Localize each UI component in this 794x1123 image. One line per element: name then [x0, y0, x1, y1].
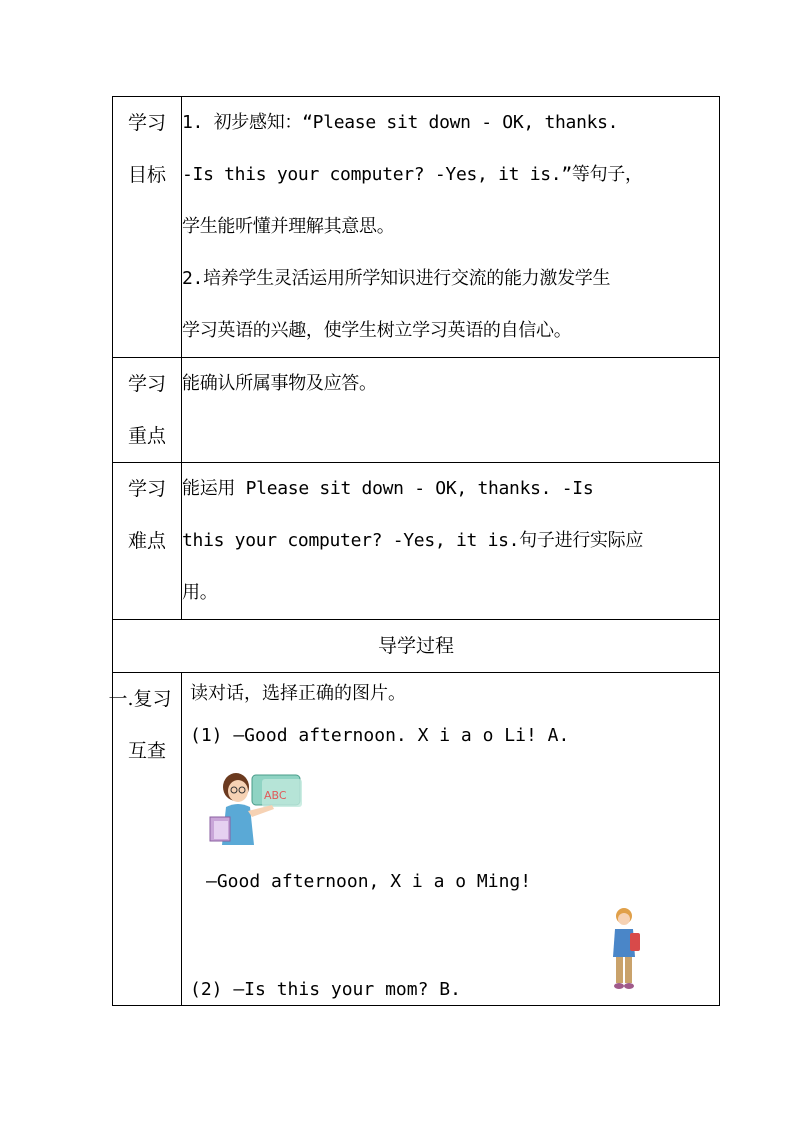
lesson-plan-table	[108, 96, 720, 1006]
difficulties-line-1: 能运用 Please sit down - OK, thanks. -Is	[182, 478, 594, 499]
difficulties-label-line2: 难点	[127, 530, 166, 552]
review-label-line2: 互查	[127, 740, 166, 762]
board-letters: ABC	[264, 789, 287, 802]
difficulties-label-line1: 学习	[127, 478, 166, 500]
goals-label-line1: 学习	[127, 112, 166, 134]
goals-label-line2: 目标	[127, 164, 166, 186]
goals-label	[113, 97, 182, 358]
process-title-row	[113, 620, 720, 673]
key-points-label-line2: 重点	[127, 425, 166, 447]
key-points-content	[182, 358, 720, 463]
goals-line-2: -Is this your computer? -Yes, it is.”等句子，	[182, 164, 643, 185]
review-instruction: 读对话，选择正确的图片。	[190, 683, 406, 704]
difficulties-content	[182, 463, 720, 620]
boy-illustration	[608, 907, 644, 991]
goals-line-1: 1. 初步感知：“Please sit down - OK, thanks.	[182, 112, 619, 133]
goals-row	[113, 97, 720, 358]
review-label	[108, 673, 182, 1006]
review-row	[113, 673, 720, 1006]
difficulties-line-2: this your computer? -Yes, it is.句子进行实际应	[182, 530, 644, 551]
goals-line-5: 学习英语的兴趣，使学生树立学习英语的自信心。	[182, 320, 572, 341]
review-label-line1: 一.复习	[108, 688, 172, 710]
q1-line-1: (1) —Good afternoon. X i a o Li! A.	[190, 725, 570, 746]
key-points-label-line1: 学习	[127, 373, 166, 395]
difficulties-row	[113, 463, 720, 620]
review-content	[182, 673, 720, 1006]
q1-line-2: —Good afternoon, X i a o Ming!	[206, 871, 532, 892]
key-points-line-1: 能确认所属事物及应答。	[182, 373, 377, 394]
teacher-illustration	[202, 767, 306, 847]
goals-line-4: 2.培养学生灵活运用所学知识进行交流的能力激发学生	[182, 268, 611, 289]
goals-line-3: 学生能听懂并理解其意思。	[182, 216, 395, 237]
difficulties-label	[113, 463, 182, 620]
key-points-row	[113, 358, 720, 463]
key-points-label	[113, 358, 182, 463]
process-title: 导学过程	[113, 620, 720, 673]
difficulties-line-3: 用。	[182, 582, 218, 603]
goals-content	[182, 97, 720, 358]
q2-line: (2) —Is this your mom? B.	[190, 979, 461, 1000]
